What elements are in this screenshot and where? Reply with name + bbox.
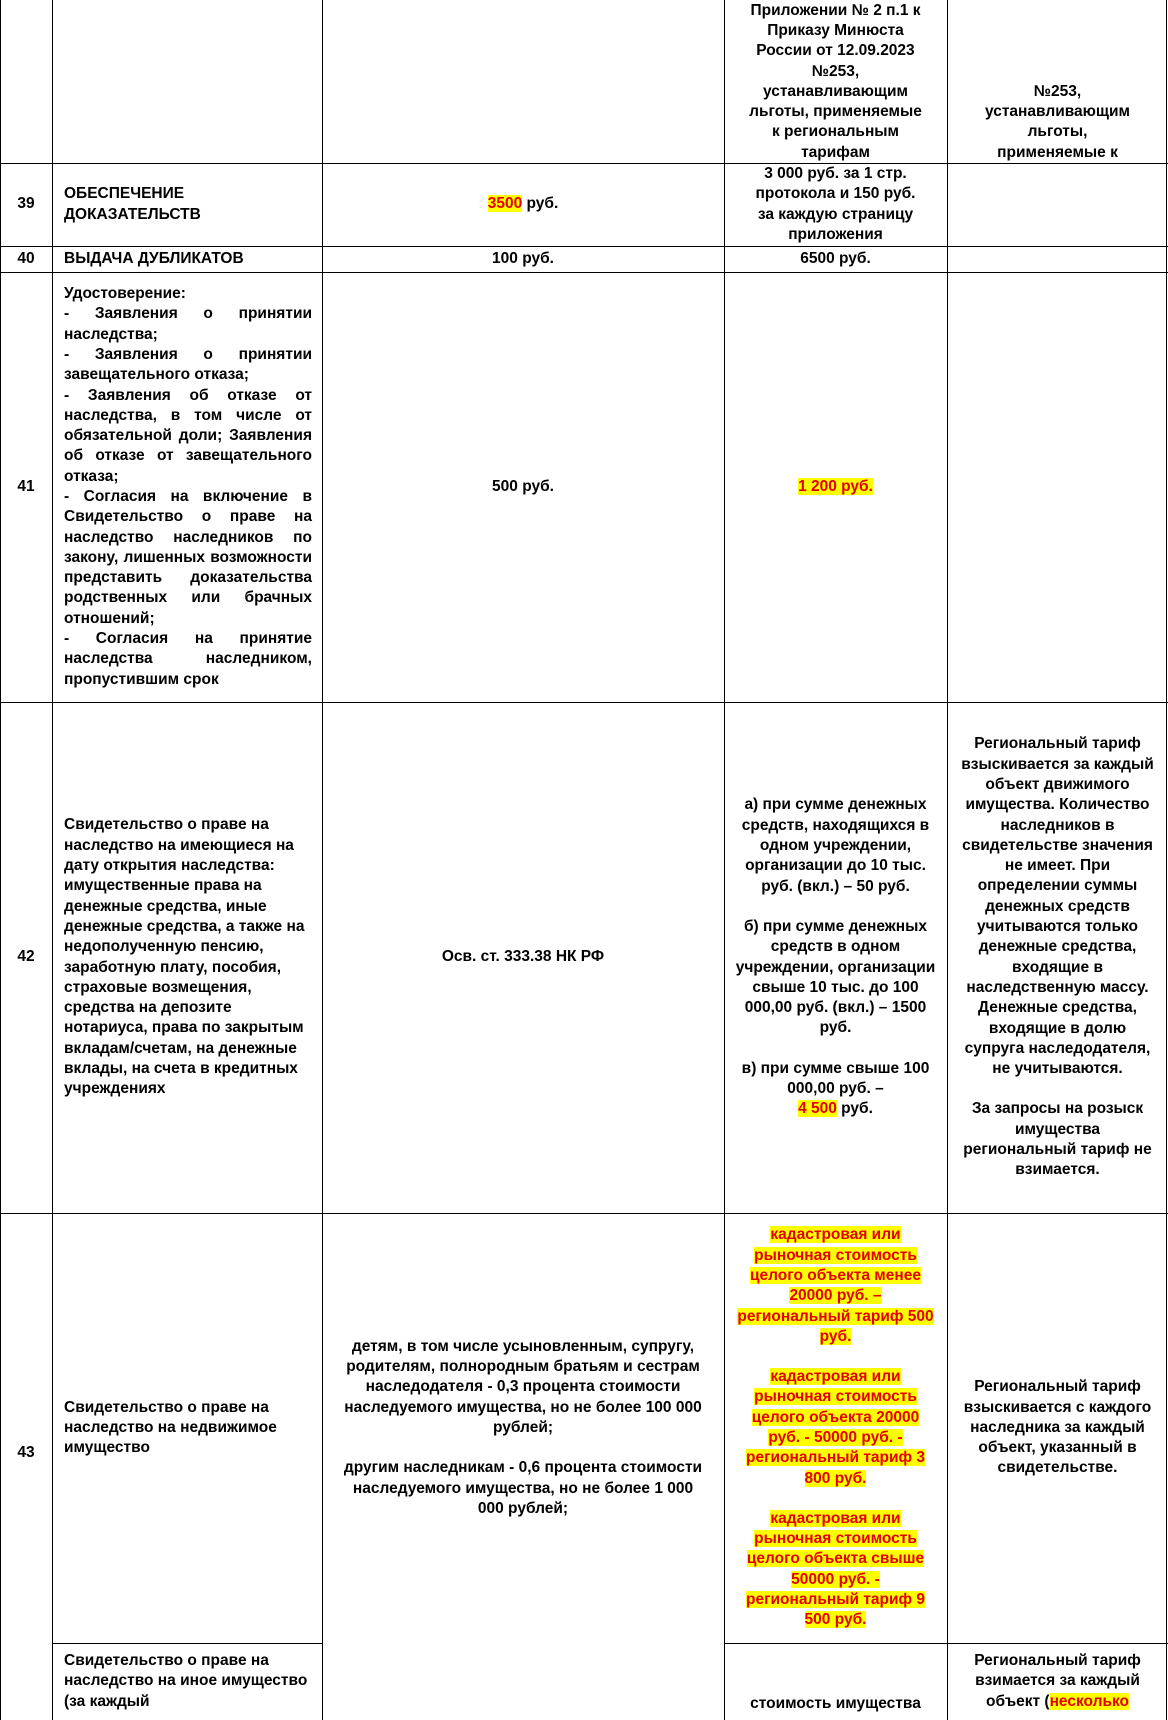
row-40-regional: 6500 руб. [800,249,871,267]
row-42-regional-c [734,1059,937,1120]
row-43-regional-tier-1: кадастровая или рыночная стоимость целого объекта менее 20000 руб. – региональный тариф 500 руб. [737,1226,934,1345]
row-42-regional-c-suffix: руб. [836,1100,873,1118]
row-43b-note-highlight: несколько [1049,1692,1129,1710]
row-42-tax: Осв. ст. 333.38 НК РФ [441,948,605,966]
row-43b-regional-text: стоимость имущества [750,1694,921,1712]
row-43-number: 43 [17,1444,35,1461]
header-col4-line: к региональным [771,123,900,141]
row-39-name-line: ДОКАЗАТЕЛЬСТВ [64,205,201,223]
row-39-name [52,163,322,246]
row-42-number: 42 [17,948,35,966]
header-col4-line: России от 12.09.2023 [756,42,915,60]
row-43-tax-children: детям, в том числе усыновленным, супругу, родителям, полнородным братьям и сестрам наследодателя - 0,3 процента стоимости наследуемого имущества, но не более 100 000 рублей; [344,1337,702,1436]
row-43-regional [724,1213,947,1643]
row-39-regional-line: протокола и 150 руб. [755,185,916,203]
row-43-name-text: Свидетельство о праве на наследство на недвижимое имущество [64,1398,277,1457]
row-40-tax: 100 руб. [492,249,554,267]
row-39-regional-line: приложения [788,225,883,243]
row-39-regional-line: за каждую страницу [757,205,914,223]
row-40-name: ВЫДАЧА ДУБЛИКАТОВ [64,249,244,267]
row-43-regional-tier-2: кадастровая или рыночная стоимость целого объекта 20000 руб. - 50000 руб. - региональный тариф 3 800 руб. [745,1368,926,1487]
header-regional-benefits-cell [724,0,947,163]
row-42-regional-a: а) при сумме денежных средств, находящихся в одном учреждении, организации до 10 тыс. руб. (вкл.) – 50 руб. [741,796,930,895]
header-col5-line: устанавливающим [984,103,1130,121]
row-42-note-main: Региональный тариф взыскивается за каждый объект движимого имущества. Количество наследников в свидетельстве значения не имеет. При определении суммы денежных средств учитываются только денежные средства, входящие в наследственную массу. Денежные средства, входящие в долю супруга наследодателя, не учитываются. [961,735,1154,1078]
row-43-name [52,1213,322,1643]
row-41-name-line: - Заявления о принятии наследства; [64,305,312,343]
row-43b-note [947,1643,1168,1720]
header-col4-line: льготы, применяемые [749,103,922,121]
header-col4-line: №253, [811,62,860,80]
row-42-regional-c-prefix: в) при сумме свыше 100 000,00 руб. – [741,1059,930,1097]
row-43-tax [322,1213,724,1643]
row-42-note [947,702,1168,1213]
row-40-number: 40 [17,249,35,267]
header-col4-line: Приказу Минюста [767,21,904,39]
row-42-regional-c-highlight: 4 500 [798,1100,837,1118]
row-42-name-text: Свидетельство о праве на наследство на имеющиеся на дату открытия наследства: имущественные права на денежные средства, иные денежные средства, а также на недополученную пенсию, заработную плату, пособия, страховые возмещения, средства на депозите нотариуса, права по закрытым вкладам/счетам, на денежные вклады, на счета в кредитных учреждениях [64,816,305,1098]
header-notes-cell [947,0,1168,163]
row-41-name-line: - Согласия на включение в Свидетельство о праве на наследство наследников по закону, лишенных возможности представить доказательства родственных или брачных отношений; [64,488,312,627]
header-col4-line: Приложении № 2 п.1 к [750,1,921,19]
row-43b-name [52,1643,322,1720]
row-43b-note-prefix: Региональный тариф взимается за каждый объект ( [974,1652,1141,1710]
row-41-name-line: - Заявления об отказе от наследства, в том числе от обязательной доли; Заявления об отказе от завещательного отказа; [64,386,312,485]
row-41-name-line: - Согласия на принятие наследства наследником, пропустившим срок [64,630,312,688]
row-39-regional [724,163,947,246]
row-41-name-line: - Заявления о принятии завещательного отказа; [64,345,312,384]
row-43b-name-text: Свидетельство о праве на наследство на иное имущество (за каждый [64,1652,308,1710]
row-43b-regional [724,1643,947,1720]
row-39-number: 39 [17,195,35,213]
header-col5-line: применяемые к [997,143,1118,161]
row-41-regional [724,272,947,702]
row-39-tax-suffix: руб. [522,195,559,213]
row-42-note-extra: За запросы на розыск имущества региональный тариф не взимается. [963,1100,1152,1179]
row-41-tax: 500 руб. [492,477,554,495]
row-41-regional-highlight: 1 200 руб. [798,477,873,495]
header-col5-line: льготы, [1027,123,1088,141]
row-43-tax-others: другим наследникам - 0,6 процента стоимости наследуемого имущества, но не более 1 000 000 рублей; [343,1459,703,1517]
header-col5-line: №253, [1033,82,1082,100]
row-41-name-line: Удостоверение: [64,285,186,303]
row-39-regional-line: 3 000 руб. за 1 стр. [764,164,907,182]
row-42-regional [724,702,947,1213]
row-42-regional-b: б) при сумме денежных средств в одном учреждении, организации свыше 10 тыс. до 100 000,00 руб. (вкл.) – 1500 руб. [735,917,936,1037]
row-39-tax-highlight: 3500 [487,195,523,213]
row-41-number: 41 [17,477,35,495]
row-41-name [52,272,322,702]
header-col4-line: тарифам [801,143,870,161]
row-43-note-text: Региональный тариф взыскивается с каждого наследника за каждый объект, указанный в свидетельстве. [963,1378,1152,1477]
row-43-regional-tier-3: кадастровая или рыночная стоимость целого объекта свыше 50000 руб. - региональный тариф 9 500 руб. [745,1509,926,1629]
row-42-name [52,702,322,1213]
row-39-tax [322,163,724,246]
row-39-name-line: ОБЕСПЕЧЕНИЕ [64,185,185,203]
header-col4-line: устанавливающим [762,82,908,100]
row-43-note [947,1213,1168,1643]
